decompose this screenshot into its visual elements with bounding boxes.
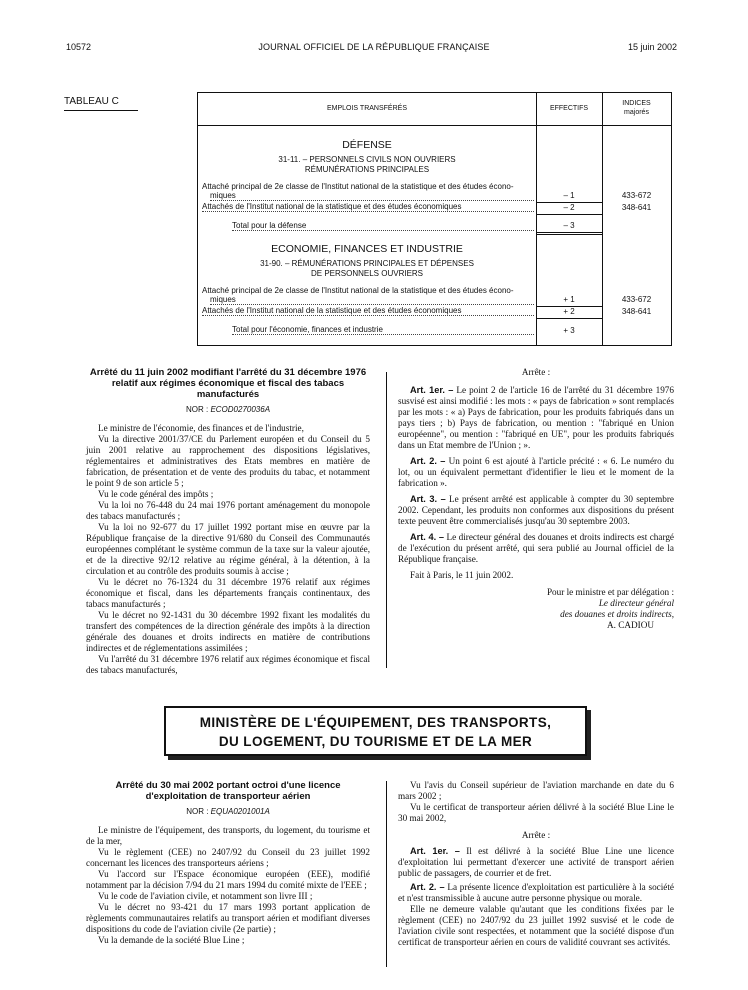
table-label: TABLEAU C (64, 96, 119, 107)
arrete-word: Arrête : (521, 367, 551, 377)
arrete2-right-column (398, 780, 674, 948)
arrete-word: Arrête : (521, 830, 551, 840)
indices-value: 348-641 (621, 203, 652, 212)
signature-line: Le directeur général (598, 598, 674, 608)
col-header-indices: INDICES (622, 100, 651, 107)
effectifs-value: – 1 (563, 191, 575, 200)
article: Art. 4. – Le directeur général des douanes et droits indirects est chargé de l'exécution du présent arrêté, qui sera publié au Journal officiel de la République française. (398, 532, 675, 564)
nor-reference: NOR : EQUA0201001A (186, 807, 270, 816)
effectifs-value: – 2 (563, 203, 575, 212)
issue-date: 15 juin 2002 (627, 42, 677, 52)
table-label-rule (64, 110, 138, 111)
signatory-name: A. CADIOU (607, 620, 654, 630)
paragraph: Vu la loi no 92-677 du 17 juillet 1992 portant mise en œuvre par la République française de la directive 91/680 du Conseil des Communautés européennes complétant le système commun de la taxe sur la valeur ajoutée, et de la directive 92/12 relative au régime général, à la détention, à la circulation et au contrôle des produits soumis à accise ; (86, 522, 370, 576)
nor-reference: NOR : ECOD0270036A (185, 405, 271, 414)
table-row-label: miques (210, 191, 534, 201)
arrete-title: Arrêté du 11 juin 2002 modifiant l'arrêté du 31 décembre 1976 relatif aux régimes économique et fiscal des tabacs manufacturés (89, 367, 367, 400)
chapter-line: RÉMUNÉRATIONS PRINCIPALES (304, 165, 430, 174)
arrete1-left-column (86, 367, 370, 676)
column-separator (386, 372, 387, 668)
paragraph: Vu la loi no 76-448 du 24 mai 1976 portant aménagement du monopole des tabacs manufacturés ; (86, 500, 370, 521)
ministry-line: MINISTÈRE DE L'ÉQUIPEMENT, DES TRANSPORTS, (199, 715, 552, 730)
col-header-effectifs: EFFECTIFS (549, 105, 589, 112)
paragraph: Elle ne demeure valable qu'autant que les conditions fixées par le règlement (CEE) no 2407/92 du 23 juillet 1992 susvisé et le code de l'aviation civile sont respectées, et notamment que la société dispose d'un certificat de transporteur aérien en cours de validité couvrant ses activités. (398, 904, 674, 947)
cell-rule (536, 234, 602, 235)
signature-line: Pour le ministre et par délégation : (546, 587, 674, 597)
effectifs-value: + 1 (563, 295, 575, 304)
paragraph: Vu la demande de la société Blue Line ; (98, 935, 245, 945)
paragraph: Vu le décret no 76-1324 du 31 décembre 1976 relatif aux régimes économique et fiscal, dans les départements français continentaux, des tabacs manufacturés ; (86, 577, 370, 609)
header-rule (198, 125, 671, 126)
signature-line: des douanes et droits indirects, (560, 609, 674, 619)
paragraph: Vu l'arrêté du 31 décembre 1976 relatif aux régimes économique et fiscal des tabacs manufacturés, (86, 654, 370, 675)
table-row-label: miques (210, 295, 534, 305)
col-header-emplois: EMPLOIS TRANSFÉRÉS (326, 105, 407, 112)
article: Art. 2. – La présente licence d'exploitation est particulière à la société et n'est transmissible à aucune autre personne physique ou morale. (398, 882, 675, 903)
table-row-label: Attaché principal de 2e classe de l'Institut national de la statistique et des études écono- (202, 182, 514, 191)
effectifs-value: + 2 (563, 307, 575, 316)
cell-rule (536, 318, 602, 319)
cell-rule (536, 214, 602, 215)
journal-title: JOURNAL OFFICIEL DE LA RÉPUBLIQUE FRANÇAISE (258, 42, 490, 52)
effectifs-total: + 3 (563, 326, 575, 335)
paragraph: Vu le certificat de transporteur aérien délivré à la société Blue Line le 30 mai 2002, (398, 802, 674, 823)
chapter-line: 31-11. – PERSONNELS CIVILS NON OUVRIERS (278, 155, 456, 164)
paragraph: Vu le code de l'aviation civile, et notamment son livre III ; (98, 891, 313, 901)
paragraph: Vu le décret no 92-1431 du 30 décembre 1992 fixant les modalités du transfert des compétences de la direction générale des impôts à la direction générale des douanes et droits indirects en matière de contributions indirectes et de réglementations assimilées ; (86, 610, 370, 653)
table-row-label: Attaché principal de 2e classe de l'Institut national de la statistique et des études écono- (202, 286, 514, 295)
paragraph: Vu l'avis du Conseil supérieur de l'aviation marchande en date du 6 mars 2002 ; (398, 780, 674, 801)
paragraph: Vu le décret no 93-421 du 17 mars 1993 portant application de règlements communautaires relatifs au transport aérien et modifiant diverses dispositions du code de l'aviation civile (2e partie) ; (86, 902, 370, 934)
arrete2-left-column (86, 780, 370, 946)
section-title-economie: ECONOMIE, FINANCES ET INDUSTRIE (271, 243, 463, 255)
arrete-title: Arrêté du 30 mai 2002 portant octroi d'une licence d'exploitation de transporteur aérien (115, 780, 341, 802)
ministry-banner (164, 706, 587, 756)
article: Art. 1er. – Le point 2 de l'article 16 de l'arrêté du 31 décembre 1976 susvisé est ainsi modifié : les mots : « pays de fabrication » sont remplacés par les mots : « a) Pays de fabrication, pour les produits fabriqués dans un pays tiers ; b) Pays de fabrication, ou mention : "fabriqué en Union européenne", ou mention : "fabriqué en UE", pour les produits fabriqués dans un Etat membre de l'Union ; ». (398, 385, 674, 450)
table-row-label: Attachés de l'Institut national de la statistique et des études économiques (202, 202, 534, 212)
chapter-line: DE PERSONNELS OUVRIERS (310, 269, 424, 278)
paragraph: Vu le code général des impôts ; (98, 489, 214, 499)
chapter-line: 31-90. – RÉMUNÉRATIONS PRINCIPALES ET DÉPENSES (260, 259, 474, 268)
ministry-line: DU LOGEMENT, DU TOURISME ET DE LA MER (218, 734, 533, 749)
paragraph: Vu l'accord sur l'Espace économique européen (EEE), modifié notamment par la décision 7/94 du 21 mars 1994 du comité mixte de l'EEE ; (86, 869, 370, 890)
table-total-label: Total pour la défense (232, 221, 534, 231)
fait-a-paris: Fait à Paris, le 11 juin 2002. (410, 570, 514, 580)
indices-value: 433-672 (621, 191, 652, 200)
paragraph: Le ministre de l'économie, des finances et de l'industrie, (98, 423, 304, 433)
indices-value: 348-641 (621, 307, 652, 316)
page-number: 10572 (66, 42, 92, 52)
indices-value: 433-672 (621, 295, 652, 304)
table-total-label: Total pour l'économie, finances et industrie (232, 325, 534, 335)
article: Art. 2. – Un point 6 est ajouté à l'article précité : « 6. Le numéro du lot, ou un équivalent permettant d'identifier le lieu et le moment de la fabrication ». (398, 456, 675, 488)
paragraph: Le ministre de l'équipement, des transports, du logement, du tourisme et de la mer, (86, 825, 370, 846)
transfer-table (197, 92, 672, 346)
article: Art. 3. – Le présent arrêté est applicable à compter du 30 septembre 2002. Cependant, les produits non conformes aux dispositions du présent texte peuvent être commercialisés jusqu'au 30 septembre 2003. (398, 494, 674, 526)
arrete1-right-column (398, 367, 674, 631)
section-title-defense: DÉFENSE (342, 139, 392, 151)
col-header-majores: majorés (624, 109, 649, 116)
article: Art. 1er. – Il est délivré à la société Blue Line une licence d'exploitation lui permettant d'exercer une activité de transport aérien public de passagers, de courrier et de fret. (398, 846, 674, 878)
effectifs-total: – 3 (563, 221, 575, 230)
paragraph: Vu le règlement (CEE) no 2407/92 du Conseil du 23 juillet 1992 concernant les licences des transporteurs aériens ; (86, 847, 370, 868)
cell-rule (536, 232, 602, 233)
paragraph: Vu la directive 2001/37/CE du Parlement européen et du Conseil du 5 juin 2001 relative au rapprochement des dispositions législatives, réglementaires et administratives des Etats membres en matière de fabrication, de présentation et de vente des produits du tabac, et notamment le point 9 de son article 5 ; (86, 434, 370, 488)
table-row-label: Attachés de l'Institut national de la statistique et des études économiques (202, 306, 534, 316)
column-separator (386, 781, 387, 967)
